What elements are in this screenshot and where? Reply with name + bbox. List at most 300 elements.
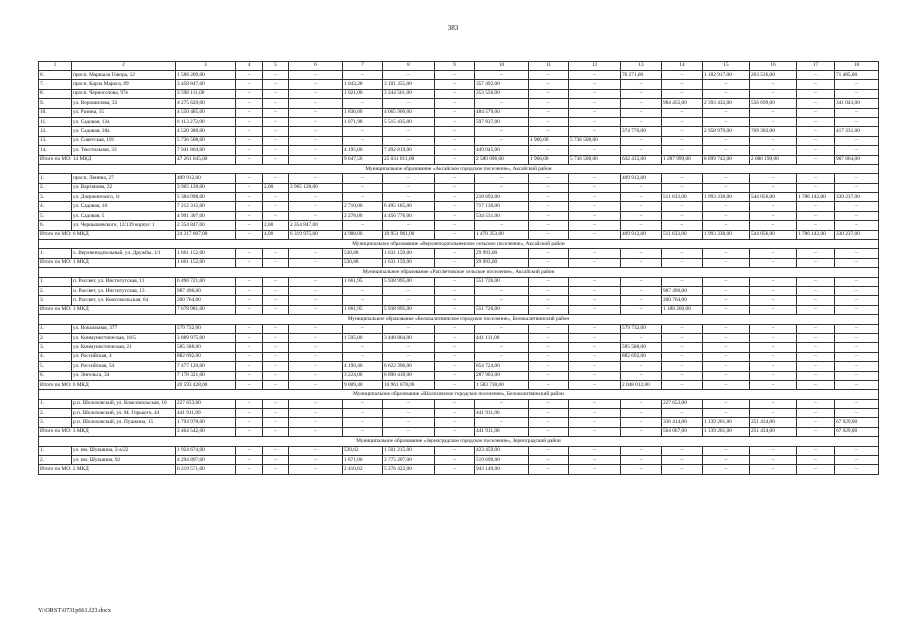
value-cell: –: [835, 80, 879, 89]
value-cell: 263 536,00: [750, 71, 797, 80]
value-cell: –: [529, 174, 569, 183]
total-cell: –: [236, 155, 263, 164]
value-cell: –: [289, 127, 343, 136]
value-cell: –: [263, 249, 289, 258]
value-cell: –: [662, 211, 703, 220]
total-cell: –: [263, 380, 289, 389]
value-cell: 200 764,00: [176, 296, 236, 305]
total-cell: –: [750, 258, 797, 267]
total-cell: –: [435, 155, 475, 164]
row-number: 7.: [39, 80, 72, 89]
value-cell: –: [662, 446, 703, 455]
value-cell: –: [529, 117, 569, 126]
total-cell: –: [569, 305, 621, 314]
value-cell: –: [797, 399, 835, 408]
value-cell: 484 579,00: [475, 108, 529, 117]
municipality-section-row: [39, 315, 879, 324]
value-cell: –: [703, 333, 750, 342]
value-cell: –: [289, 249, 343, 258]
table-row: [39, 193, 879, 202]
value-cell: 3 448 864,00: [383, 333, 435, 342]
value-cell: –: [383, 409, 435, 418]
value-cell: –: [529, 446, 569, 455]
value-cell: –: [289, 202, 343, 211]
total-cell: –: [236, 258, 263, 267]
value-cell: –: [569, 409, 621, 418]
value-cell: –: [529, 409, 569, 418]
value-cell: –: [475, 399, 529, 408]
value-cell: 330 237,00: [835, 193, 879, 202]
total-cell: 544 056,00: [750, 230, 797, 239]
value-cell: 3 224,00: [343, 371, 383, 380]
table-row: [39, 418, 879, 427]
value-cell: –: [289, 362, 343, 371]
table-row: [39, 296, 879, 305]
total-cell: 7 678 981,00: [176, 305, 236, 314]
value-cell: –: [569, 80, 621, 89]
value-cell: 374 776,00: [621, 127, 662, 136]
value-cell: –: [263, 89, 289, 98]
value-cell: –: [797, 456, 835, 465]
total-cell: –: [263, 427, 289, 436]
value-cell: –: [621, 211, 662, 220]
value-cell: –: [797, 296, 835, 305]
value-cell: –: [263, 352, 289, 361]
row-number: 1.: [39, 249, 72, 258]
value-cell: –: [797, 333, 835, 342]
value-cell: –: [703, 362, 750, 371]
total-cell: 1 631 159,00: [383, 258, 435, 267]
value-cell: –: [569, 117, 621, 126]
value-cell: 5 938 995,00: [383, 277, 435, 286]
total-cell: 1 470 353,00: [475, 230, 529, 239]
value-cell: –: [263, 362, 289, 371]
value-cell: 1 661 152,00: [176, 249, 236, 258]
value-cell: –: [621, 362, 662, 371]
value-cell: –: [797, 80, 835, 89]
total-cell: 5 736 508,00: [569, 155, 621, 164]
value-cell: –: [289, 136, 343, 145]
total-cell: –: [569, 465, 621, 474]
value-cell: –: [621, 146, 662, 155]
value-cell: –: [703, 117, 750, 126]
total-cell: –: [263, 155, 289, 164]
value-cell: –: [435, 399, 475, 408]
value-cell: –: [236, 71, 263, 80]
municipality-section-row: [39, 240, 879, 249]
table-row: [39, 333, 879, 342]
total-cell: –: [835, 305, 879, 314]
value-cell: –: [797, 324, 835, 333]
value-cell: 769 302,00: [750, 127, 797, 136]
value-cell: –: [569, 418, 621, 427]
total-cell: –: [621, 427, 662, 436]
value-cell: –: [435, 89, 475, 98]
value-cell: –: [435, 80, 475, 89]
value-cell: –: [797, 409, 835, 418]
row-number: 11.: [39, 117, 72, 126]
total-cell: –: [797, 465, 835, 474]
column-number: 9: [435, 62, 475, 71]
value-cell: –: [621, 136, 662, 145]
total-cell: –: [621, 305, 662, 314]
value-cell: 3 101 355,00: [383, 80, 435, 89]
value-cell: –: [662, 333, 703, 342]
address-cell: ул. Садовая, 10: [72, 202, 176, 211]
value-cell: –: [797, 418, 835, 427]
value-cell: –: [289, 80, 343, 89]
value-cell: –: [236, 174, 263, 183]
column-number: 14: [662, 62, 703, 71]
address-cell: ул. Чернышевского, 12/139 корпус 1: [72, 221, 176, 230]
page-number: 383: [447, 24, 459, 32]
total-cell: –: [289, 258, 343, 267]
column-number: 17: [797, 62, 835, 71]
total-cell: –: [569, 258, 621, 267]
value-cell: –: [797, 249, 835, 258]
value-cell: 1 836,00: [343, 108, 383, 117]
value-cell: –: [529, 108, 569, 117]
value-cell: –: [383, 127, 435, 136]
value-cell: –: [236, 352, 263, 361]
table-row: [39, 324, 879, 333]
value-cell: 5 384 098,00: [176, 193, 236, 202]
value-cell: –: [236, 324, 263, 333]
value-cell: –: [435, 99, 475, 108]
value-cell: 227 653,00: [176, 399, 236, 408]
column-number: 5: [263, 62, 289, 71]
value-cell: –: [835, 296, 879, 305]
value-cell: –: [797, 343, 835, 352]
table-row: [39, 456, 879, 465]
row-number: 6.: [39, 221, 72, 230]
value-cell: –: [263, 193, 289, 202]
value-cell: 519 690,00: [475, 456, 529, 465]
value-cell: –: [621, 399, 662, 408]
total-cell: 9 009,40: [343, 380, 383, 389]
value-cell: –: [835, 456, 879, 465]
table-row: [39, 80, 879, 89]
value-cell: –: [621, 409, 662, 418]
table-row: [39, 221, 879, 230]
value-cell: –: [435, 333, 475, 342]
value-cell: –: [263, 324, 289, 333]
value-cell: –: [289, 277, 343, 286]
value-cell: –: [835, 136, 879, 145]
total-cell: 2 464 542,00: [176, 427, 236, 436]
value-cell: 70 271,00: [621, 71, 662, 80]
value-cell: –: [475, 99, 529, 108]
value-cell: –: [263, 343, 289, 352]
value-cell: –: [662, 127, 703, 136]
value-cell: –: [263, 277, 289, 286]
value-cell: –: [621, 183, 662, 192]
value-cell: 3 965 128,00: [176, 183, 236, 192]
total-cell: –: [750, 465, 797, 474]
total-cell: –: [797, 155, 835, 164]
value-cell: –: [236, 296, 263, 305]
row-number: 3.: [39, 343, 72, 352]
value-cell: 3 889 975,00: [176, 333, 236, 342]
total-cell: 251 434,00: [750, 427, 797, 436]
value-cell: 585 588,00: [176, 343, 236, 352]
value-cell: 441 911,00: [475, 409, 529, 418]
value-cell: –: [236, 286, 263, 295]
appropriation-table: [38, 61, 879, 475]
value-cell: –: [750, 296, 797, 305]
value-cell: –: [569, 211, 621, 220]
value-cell: –: [435, 343, 475, 352]
column-number-row: [39, 62, 879, 71]
value-cell: –: [383, 296, 435, 305]
table-row: [39, 108, 879, 117]
value-cell: –: [662, 371, 703, 380]
value-cell: –: [750, 174, 797, 183]
value-cell: –: [835, 89, 879, 98]
total-cell: 943 149,00: [475, 465, 529, 474]
value-cell: –: [236, 221, 263, 230]
value-cell: –: [435, 117, 475, 126]
total-cell: 8 899 742,00: [703, 155, 750, 164]
total-cell: –: [569, 427, 621, 436]
value-cell: –: [835, 211, 879, 220]
column-number: 4: [236, 62, 263, 71]
total-cell: –: [621, 258, 662, 267]
value-cell: –: [569, 99, 621, 108]
value-cell: 227 653,00: [662, 399, 703, 408]
total-row: [39, 427, 879, 436]
value-cell: –: [289, 399, 343, 408]
value-cell: –: [236, 418, 263, 427]
value-cell: –: [750, 362, 797, 371]
value-cell: –: [797, 71, 835, 80]
total-cell: 551 726,00: [475, 305, 529, 314]
value-cell: 7 941 864,00: [176, 146, 236, 155]
total-cell: –: [435, 427, 475, 436]
value-cell: –: [621, 99, 662, 108]
value-cell: 1 993 338,00: [703, 193, 750, 202]
value-cell: –: [703, 249, 750, 258]
row-number: 13.: [39, 136, 72, 145]
total-cell: 25 031 011,00: [383, 155, 435, 164]
value-cell: –: [263, 71, 289, 80]
value-cell: –: [435, 146, 475, 155]
total-cell: –: [703, 380, 750, 389]
value-cell: –: [750, 80, 797, 89]
value-cell: –: [569, 371, 621, 380]
value-cell: 4 456 776,00: [383, 211, 435, 220]
value-cell: 6 890 418,00: [383, 371, 435, 380]
value-cell: –: [236, 333, 263, 342]
value-cell: –: [703, 296, 750, 305]
value-cell: –: [569, 324, 621, 333]
value-cell: –: [263, 399, 289, 408]
column-number: 12: [569, 62, 621, 71]
municipality-section-row: [39, 268, 879, 277]
address-cell: просп. Черноголова, 97е: [72, 89, 176, 98]
value-cell: –: [435, 211, 475, 220]
value-cell: 597 837,00: [475, 117, 529, 126]
value-cell: –: [529, 362, 569, 371]
value-cell: –: [383, 324, 435, 333]
total-cell: 9 647,56: [343, 155, 383, 164]
column-number: 1: [39, 62, 72, 71]
total-cell: –: [750, 380, 797, 389]
total-cell: –: [797, 258, 835, 267]
value-cell: –: [475, 221, 529, 230]
total-row: [39, 155, 879, 164]
column-number: 8: [383, 62, 435, 71]
total-label: Итого по МО: 14 МКД: [39, 155, 176, 164]
total-label: Итого по МО: 3 МКД: [39, 305, 176, 314]
value-cell: –: [529, 80, 569, 89]
row-number: 6.: [39, 371, 72, 380]
value-cell: 287 903,00: [475, 371, 529, 380]
total-cell: 2 086 190,00: [750, 155, 797, 164]
value-cell: –: [289, 333, 343, 342]
value-cell: –: [835, 183, 879, 192]
value-cell: –: [835, 174, 879, 183]
value-cell: –: [703, 352, 750, 361]
total-cell: –: [621, 465, 662, 474]
total-cell: 2 048 012,00: [621, 380, 662, 389]
value-cell: –: [289, 456, 343, 465]
value-cell: –: [569, 362, 621, 371]
value-cell: –: [529, 99, 569, 108]
municipality-section-row: [39, 390, 879, 399]
value-cell: –: [236, 127, 263, 136]
value-cell: –: [835, 399, 879, 408]
total-cell: 20 593 428,00: [176, 380, 236, 389]
value-cell: –: [383, 221, 435, 230]
address-cell: ул. Вартанова, 22: [72, 183, 176, 192]
value-cell: 357 492,00: [475, 80, 529, 89]
value-cell: –: [569, 127, 621, 136]
value-cell: –: [435, 371, 475, 380]
value-cell: 4 294 897,00: [176, 456, 236, 465]
table-row: [39, 174, 879, 183]
value-cell: –: [435, 71, 475, 80]
value-cell: –: [797, 136, 835, 145]
value-cell: –: [529, 333, 569, 342]
total-cell: 24 317 607,00: [176, 230, 236, 239]
total-cell: –: [236, 230, 263, 239]
value-cell: 1 924 674,00: [176, 446, 236, 455]
value-cell: –: [289, 117, 343, 126]
row-number: 2.: [39, 286, 72, 295]
value-cell: –: [263, 117, 289, 126]
value-cell: –: [529, 277, 569, 286]
total-cell: 2 580 096,00: [475, 155, 529, 164]
value-cell: –: [750, 286, 797, 295]
total-cell: –: [289, 155, 343, 164]
value-cell: 1 871,00: [343, 456, 383, 465]
value-cell: –: [569, 71, 621, 80]
value-cell: –: [750, 89, 797, 98]
value-cell: –: [263, 296, 289, 305]
value-cell: –: [383, 99, 435, 108]
value-cell: –: [750, 324, 797, 333]
value-cell: –: [703, 183, 750, 192]
value-cell: –: [383, 286, 435, 295]
total-cell: 330 237,00: [835, 230, 879, 239]
value-cell: –: [263, 286, 289, 295]
value-cell: –: [383, 418, 435, 427]
value-cell: –: [529, 456, 569, 465]
value-cell: –: [343, 418, 383, 427]
value-cell: –: [289, 146, 343, 155]
total-cell: 564 067,00: [662, 427, 703, 436]
total-cell: –: [529, 258, 569, 267]
value-cell: –: [343, 399, 383, 408]
value-cell: –: [662, 456, 703, 465]
value-cell: 423 459,00: [475, 446, 529, 455]
value-cell: –: [662, 202, 703, 211]
value-cell: –: [621, 117, 662, 126]
value-cell: –: [750, 183, 797, 192]
value-cell: –: [569, 108, 621, 117]
value-cell: –: [621, 296, 662, 305]
value-cell: –: [750, 371, 797, 380]
value-cell: 7 492 819,00: [383, 146, 435, 155]
value-cell: –: [343, 324, 383, 333]
total-cell: –: [236, 427, 263, 436]
total-cell: 1 661 152,00: [176, 258, 236, 267]
column-number: 2: [72, 62, 176, 71]
total-cell: –: [263, 465, 289, 474]
address-cell: р.п. Шолоховский, ул. Комсомольская, 10: [72, 399, 176, 408]
value-cell: –: [797, 446, 835, 455]
total-cell: 29 993,00: [475, 258, 529, 267]
value-cell: –: [662, 343, 703, 352]
value-cell: 1 501 215,00: [383, 446, 435, 455]
total-label: Итого по МО: 6 МКД: [39, 230, 176, 239]
total-row: [39, 380, 879, 389]
value-cell: –: [703, 343, 750, 352]
value-cell: 530,88: [343, 249, 383, 258]
value-cell: –: [797, 286, 835, 295]
value-cell: –: [569, 277, 621, 286]
total-cell: –: [750, 305, 797, 314]
address-cell: ул. Вокзальная, 377: [72, 324, 176, 333]
value-cell: –: [383, 399, 435, 408]
total-cell: 1 188 260,00: [662, 305, 703, 314]
value-cell: 449 045,00: [475, 146, 529, 155]
value-cell: –: [750, 352, 797, 361]
municipality-section-row: [39, 437, 879, 446]
total-cell: –: [435, 465, 475, 474]
value-cell: –: [343, 296, 383, 305]
value-cell: –: [835, 146, 879, 155]
value-cell: 4 275 629,00: [176, 99, 236, 108]
value-cell: –: [289, 174, 343, 183]
value-cell: 4 991 307,00: [176, 211, 236, 220]
value-cell: –: [236, 409, 263, 418]
value-cell: 984 455,00: [662, 99, 703, 108]
value-cell: –: [263, 456, 289, 465]
value-cell: –: [529, 127, 569, 136]
value-cell: –: [475, 71, 529, 80]
value-cell: –: [797, 89, 835, 98]
value-cell: 1 966,00: [529, 136, 569, 145]
value-cell: 5 736 508,00: [176, 136, 236, 145]
value-cell: –: [289, 71, 343, 80]
section-title: Муниципальное образование «Белокалитвинское городское поселение», Белокалитвинский район: [39, 315, 879, 324]
value-cell: –: [703, 146, 750, 155]
value-cell: –: [263, 409, 289, 418]
value-cell: –: [343, 183, 383, 192]
value-cell: 29 993,00: [475, 249, 529, 258]
